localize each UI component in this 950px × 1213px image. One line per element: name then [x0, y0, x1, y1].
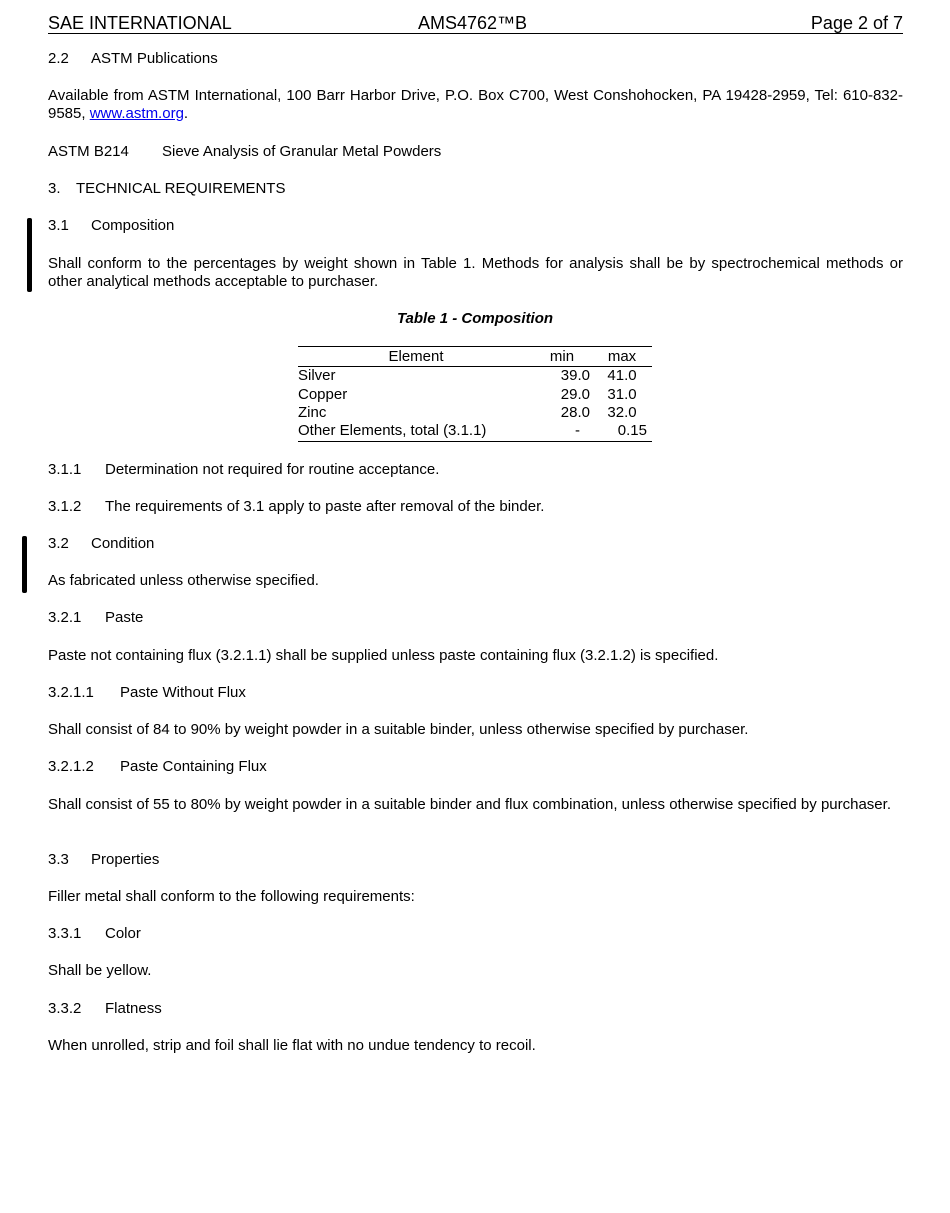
- table-row: [298, 404, 652, 422]
- astm-link[interactable]: www.astm.org: [89, 105, 184, 122]
- cell-element: Silver: [298, 367, 336, 385]
- section-2-2-body: [48, 87, 903, 123]
- section-number: 3.2: [48, 535, 69, 552]
- section-number: 3.2.1: [48, 609, 82, 626]
- section-3-3-body: Filler metal shall conform to the following requirements:: [48, 888, 415, 905]
- cell-min: 29.0: [560, 385, 590, 403]
- section-3-3-2-body: When unrolled, strip and foil shall lie flat with no undue tendency to recoil.: [48, 1037, 536, 1054]
- section-3-1-heading: [48, 217, 174, 235]
- section-3-2-1-body: Paste not containing flux (3.2.1.1) shall be supplied unless paste containing flux (3.2.1.2) is specified.: [48, 647, 719, 664]
- section-number: 3.1.1: [48, 461, 82, 478]
- section-3-2-body: As fabricated unless otherwise specified.: [48, 572, 319, 589]
- section-number: 3.1: [48, 217, 69, 234]
- section-title: Paste Containing Flux: [120, 758, 267, 775]
- section-body: Determination not required for routine acceptance.: [105, 461, 440, 478]
- section-title: Condition: [91, 535, 155, 552]
- section-3-3-1-body: Shall be yellow.: [48, 962, 152, 979]
- table-caption: Table 1 - Composition: [396, 310, 554, 327]
- section-3-3-heading: [48, 851, 159, 869]
- section-title: ASTM Publications: [91, 50, 218, 67]
- section-3-1-1: [48, 461, 439, 479]
- revision-change-bar: [22, 536, 27, 593]
- header-min: min: [534, 347, 592, 367]
- section-2-2-heading: [48, 50, 218, 68]
- section-title: Composition: [91, 217, 175, 234]
- section-3-2-heading: [48, 535, 154, 553]
- cell-element: Copper: [298, 385, 348, 403]
- page-header: [48, 14, 903, 34]
- header-doc-number: AMS4762™B: [418, 13, 528, 33]
- section-number: 3.: [48, 180, 61, 197]
- reference-code: ASTM B214: [48, 143, 129, 160]
- body-text-end: .: [183, 105, 189, 122]
- section-title: Properties: [91, 851, 160, 868]
- reference-title: Sieve Analysis of Granular Metal Powders: [162, 143, 442, 160]
- section-title: TECHNICAL REQUIREMENTS: [76, 180, 286, 197]
- revision-change-bar: [27, 218, 32, 292]
- cell-element: Other Elements, total (3.1.1): [298, 422, 487, 440]
- table-row: [298, 385, 652, 403]
- cell-min: 39.0: [560, 367, 590, 385]
- section-3-2-1-2-body: Shall consist of 55 to 80% by weight powder in a suitable binder and flux combination, unless otherwise specified by purchaser.: [48, 796, 891, 813]
- cell-min: -: [575, 422, 580, 440]
- section-number: 3.3.1: [48, 925, 82, 942]
- table-row: [298, 367, 652, 386]
- section-3-3-1-heading: [48, 925, 141, 943]
- cell-element: Zinc: [298, 403, 327, 421]
- header-max: max: [592, 347, 652, 367]
- table-header-row: [298, 347, 652, 367]
- section-3-1-body: Shall conform to the percentages by weight shown in Table 1. Methods for analysis shall be by spectrochemical methods or other analytical methods acceptable to purchaser.: [48, 255, 903, 290]
- section-3-1-2: [48, 498, 544, 516]
- section-number: 2.2: [48, 50, 69, 67]
- section-title: Flatness: [105, 1000, 162, 1017]
- section-3-3-2-heading: [48, 1000, 162, 1018]
- astm-b214-reference: [48, 143, 441, 161]
- section-title: Paste: [105, 609, 144, 626]
- section-number: 3.2.1.2: [48, 758, 94, 775]
- header-org: SAE INTERNATIONAL: [48, 13, 232, 33]
- section-number: 3.3: [48, 851, 69, 868]
- body-text: Available from ASTM International, 100 Barr Harbor Drive, P.O. Box C700, West Conshohocken, PA 19428-2959, Tel: 610-832-9585,: [48, 87, 903, 122]
- table-row: [298, 422, 652, 441]
- cell-max: 32.0: [607, 403, 637, 421]
- header-element: Element: [298, 347, 534, 367]
- section-3-2-1-1-heading: [48, 684, 246, 702]
- section-body: The requirements of 3.1 apply to paste after removal of the binder.: [105, 498, 545, 515]
- cell-max: 0.15: [617, 422, 647, 440]
- section-number: 3.2.1.1: [48, 684, 94, 701]
- composition-table: [298, 346, 652, 442]
- section-3-heading: [48, 180, 285, 198]
- section-number: 3.1.2: [48, 498, 82, 515]
- section-title: Color: [105, 925, 141, 942]
- cell-max: 31.0: [607, 385, 637, 403]
- section-3-2-1-heading: [48, 609, 143, 627]
- cell-max: 41.0: [607, 367, 637, 385]
- section-3-2-1-1-body: Shall consist of 84 to 90% by weight powder in a suitable binder, unless otherwise specified by purchaser.: [48, 721, 749, 738]
- header-page-number: Page 2 of 7: [810, 13, 903, 33]
- section-number: 3.3.2: [48, 1000, 82, 1017]
- cell-min: 28.0: [560, 403, 590, 421]
- section-3-2-1-2-heading: [48, 758, 267, 776]
- section-title: Paste Without Flux: [120, 684, 246, 701]
